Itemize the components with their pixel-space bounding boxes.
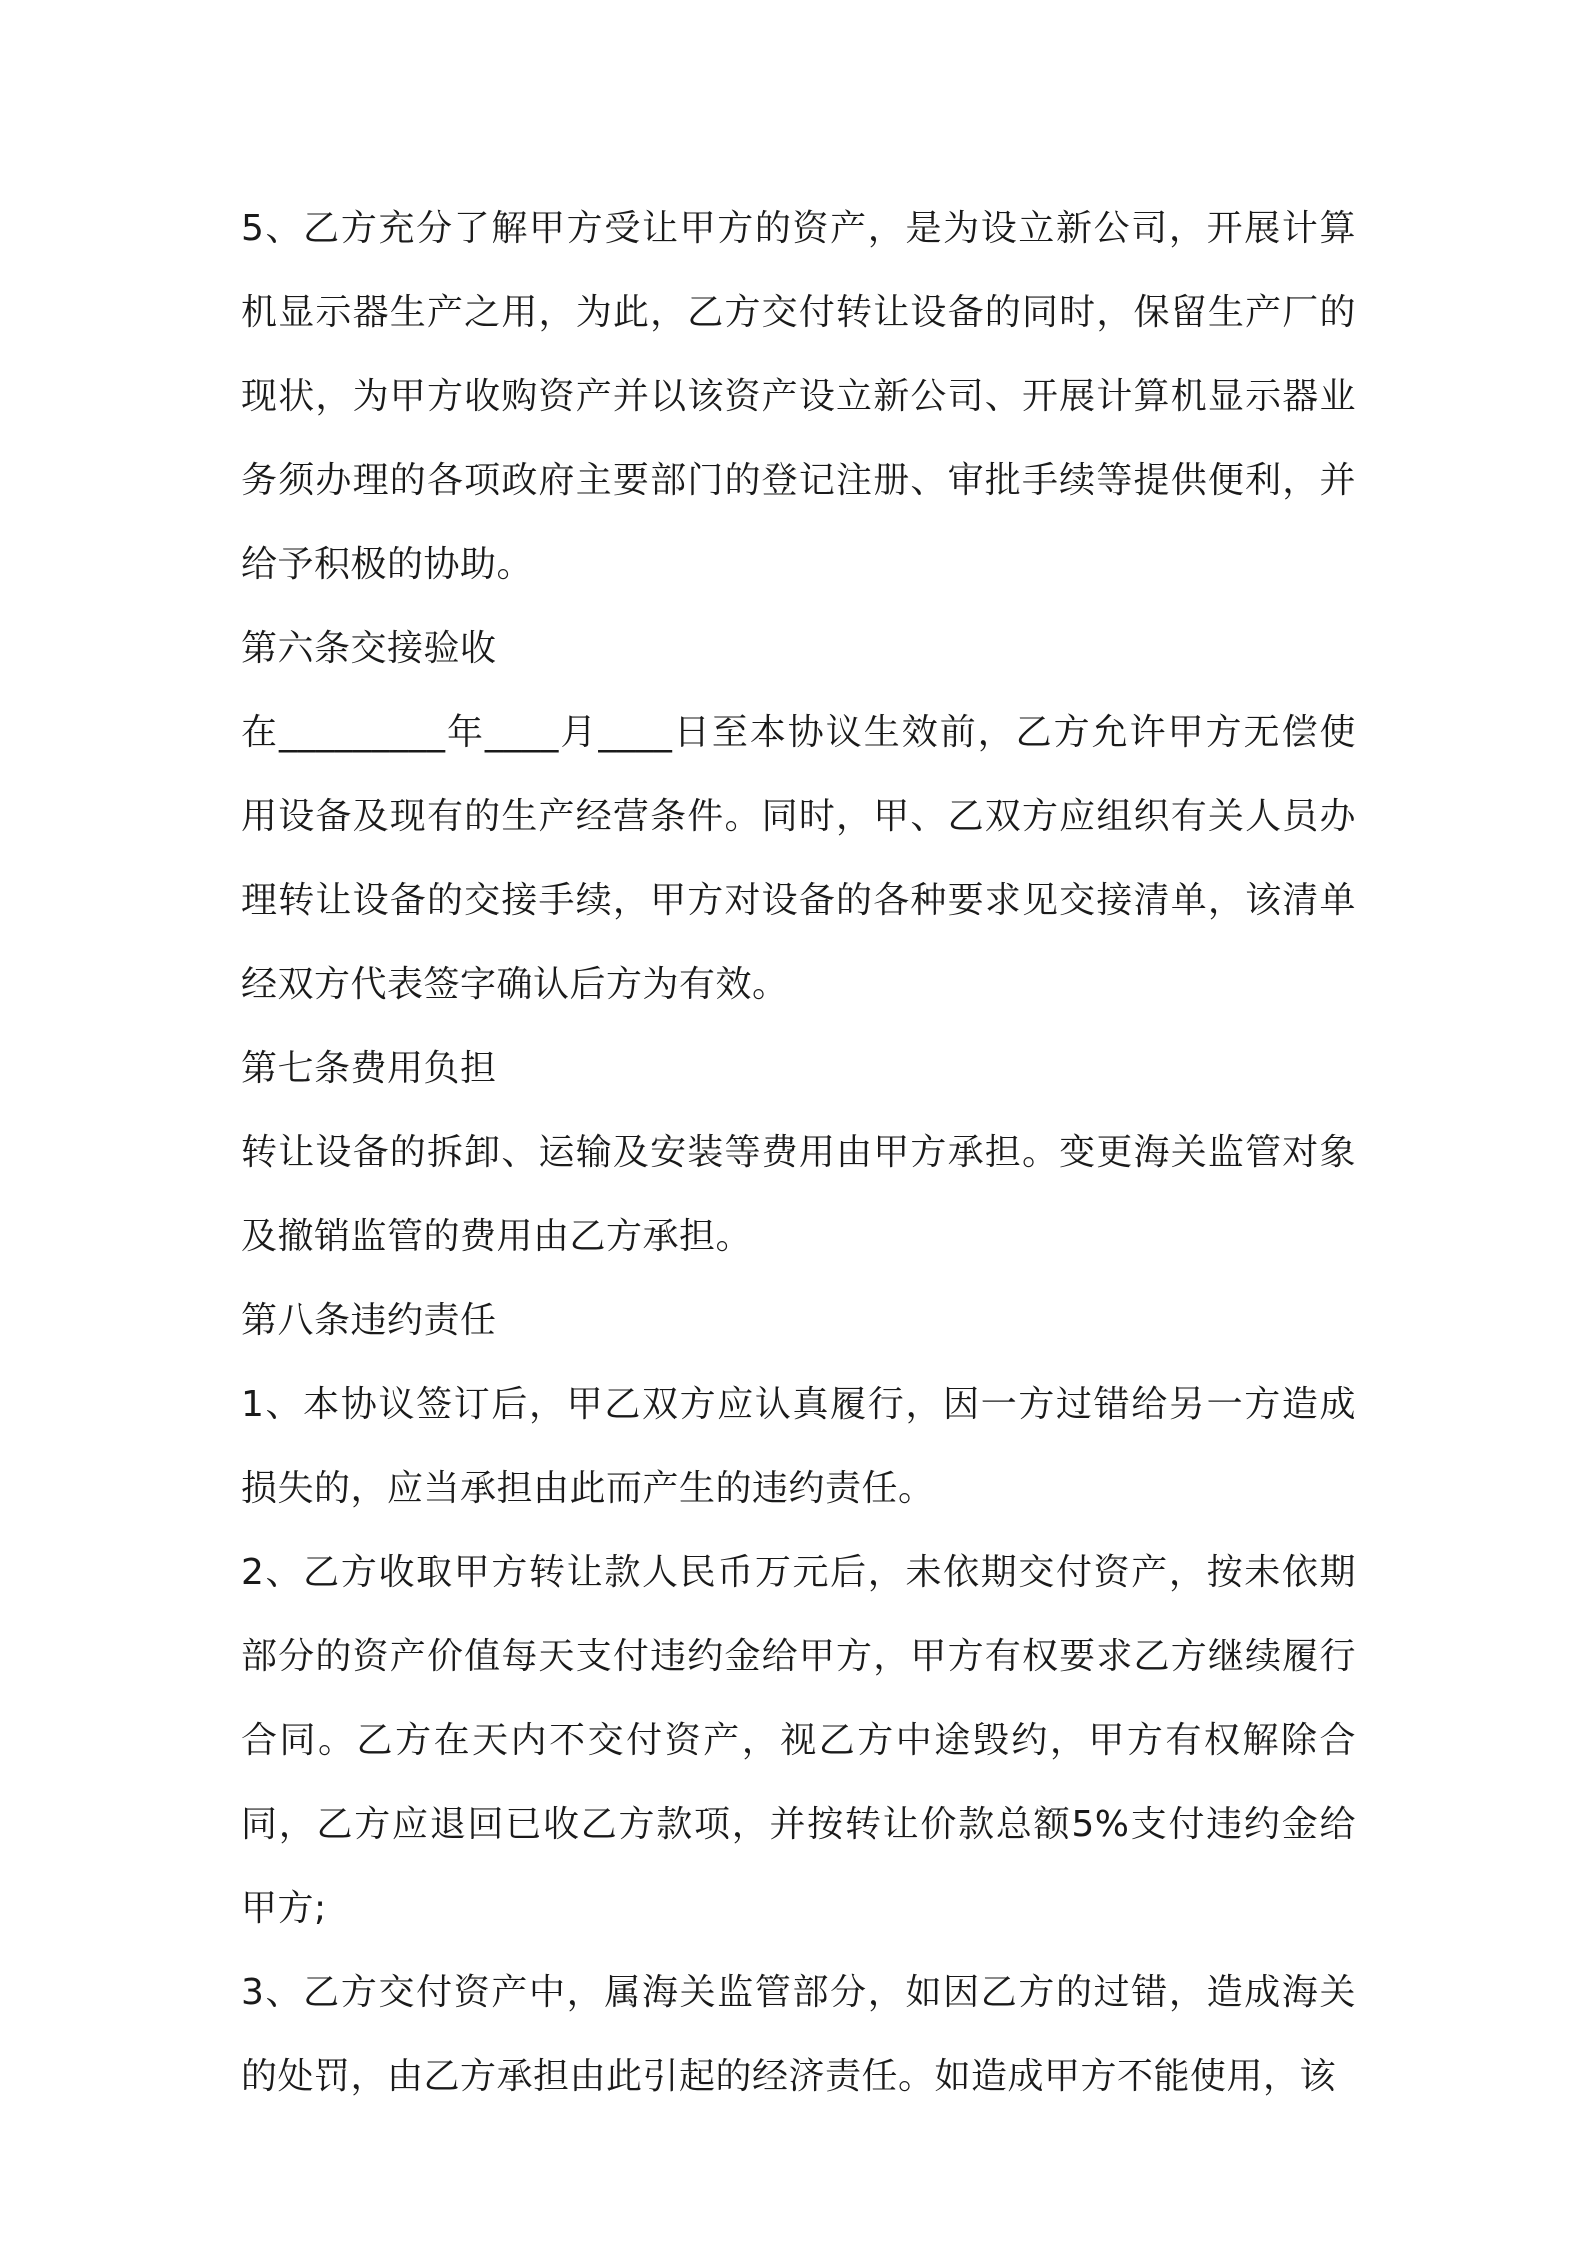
section-heading-article-6: 第六条交接验收 <box>241 628 497 669</box>
clause-paragraph-1: 1、本协议签订后，甲乙双方应认真履行，因一方过错给另一方造成损失的，应当承担由此而产生的违约责任。 <box>241 1384 1356 1509</box>
clause-paragraph-2: 2、乙方收取甲方转让款人民币万元后，未依期交付资产，按未依期部分的资产价值每天支付违约金给甲方，甲方有权要求乙方继续履行合同。乙方在天内不交付资产，视乙方中途毁约，甲方有权解除合同，乙方应退回已收乙方款项，并按转让价款总额5%支付违约金给甲方; <box>241 1552 1356 1929</box>
section-heading-article-8: 第八条违约责任 <box>241 1300 497 1341</box>
section-heading-article-7: 第七条费用负担 <box>241 1048 497 1089</box>
section-paragraph-handover: 在_________年____月____日至本协议生效前，乙方允许甲方无偿使用设备及现有的生产经营条件。同时，甲、乙双方应组织有关人员办理转让设备的交接手续，甲方对设备的各种要求见交接清单，该清单经双方代表签字确认后方为有效。 <box>241 712 1356 1005</box>
clause-paragraph-3: 3、乙方交付资产中，属海关监管部分，如因乙方的过错，造成海关的处罚，由乙方承担由此引起的经济责任。如造成甲方不能使用，该 <box>241 1972 1356 2097</box>
section-paragraph-costs: 转让设备的拆卸、运输及安装等费用由甲方承担。变更海关监管对象及撤销监管的费用由乙方承担。 <box>241 1132 1356 1257</box>
document-body <box>241 187 1356 2119</box>
clause-paragraph-5: 5、乙方充分了解甲方受让甲方的资产，是为设立新公司，开展计算机显示器生产之用，为此，乙方交付转让设备的同时，保留生产厂的现状，为甲方收购资产并以该资产设立新公司、开展计算机显示器业务须办理的各项政府主要部门的登记注册、审批手续等提供便利，并给予积极的协助。 <box>241 208 1356 585</box>
